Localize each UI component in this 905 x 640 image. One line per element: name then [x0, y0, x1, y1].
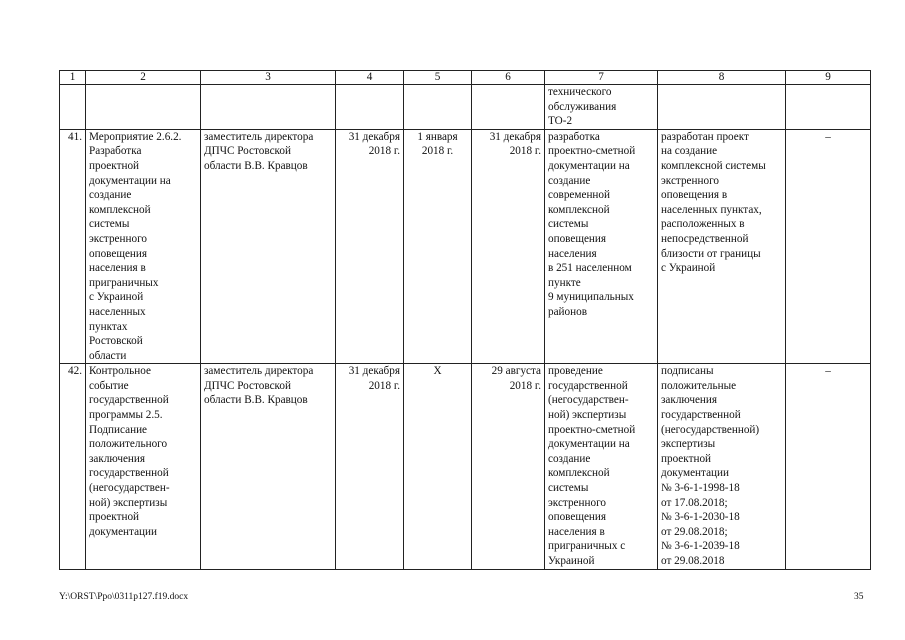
event-name: Мероприятие 2.6.2. Разработка проектной документации на создание комплексной системы экстренного оповещения населения в приграничных с Украиной населенных пунктах Ростовской области: [86, 129, 201, 364]
start-date: X: [404, 364, 472, 569]
planned-date: 31 декабря 2018 г.: [336, 364, 404, 569]
row-number: 41.: [60, 129, 86, 364]
table-row: [60, 129, 871, 364]
continuation-row: [60, 85, 871, 130]
table-cell: [201, 85, 336, 130]
table-cell: [86, 85, 201, 130]
table-cell: [404, 85, 472, 130]
table-row: [60, 364, 871, 569]
expected-result: разработка проектно-сметной документации на создание современной комплексной системы оповещения населения в 251 населенном пункте 9 муниципальных районов: [545, 129, 658, 364]
page-number: 35: [854, 592, 864, 602]
row-number: 42.: [60, 364, 86, 569]
responsible-person: заместитель директора ДПЧС Ростовской области В.В. Кравцов: [201, 129, 336, 364]
end-date: 31 декабря 2018 г.: [472, 129, 545, 364]
column-number: 2: [86, 71, 201, 85]
start-date: 1 января 2018 г.: [404, 129, 472, 364]
column-number-row: [60, 71, 871, 85]
column-number: 7: [545, 71, 658, 85]
expected-result: проведение государственной (негосударствен- ной) экспертизы проектно-сметной документации на создание комплексной системы экстренного оповещения населения в приграничных с Украиной: [545, 364, 658, 569]
event-name: Контрольное событие государственной программы 2.5. Подписание положительного заключения государственной (негосударствен- ной) экспертизы проектной документации: [86, 364, 201, 569]
table-cell: [472, 85, 545, 130]
note: –: [786, 129, 871, 364]
table-cell: [336, 85, 404, 130]
end-date: 29 августа 2018 г.: [472, 364, 545, 569]
column-number: 5: [404, 71, 472, 85]
planned-date: 31 декабря 2018 г.: [336, 129, 404, 364]
note: –: [786, 364, 871, 569]
actual-result: подписаны положительные заключения государственной (негосударственной) экспертизы проектной документации № 3-6-1-1998-18 от 17.08.2018; № 3-6-1-2030-18 от 29.08.2018; № 3-6-1-2039-18 от 29.08.2018: [658, 364, 786, 569]
column-number: 1: [60, 71, 86, 85]
column-number: 4: [336, 71, 404, 85]
column-number: 6: [472, 71, 545, 85]
column-number: 8: [658, 71, 786, 85]
column-number: 3: [201, 71, 336, 85]
responsible-person: заместитель директора ДПЧС Ростовской области В.В. Кравцов: [201, 364, 336, 569]
column-number: 9: [786, 71, 871, 85]
table-cell: [786, 85, 871, 130]
table-cell: [60, 85, 86, 130]
actual-result: разработан проект на создание комплексной системы экстренного оповещения в населенных пунктах, расположенных в непосредственной близости от границы с Украиной: [658, 129, 786, 364]
footer-file-path: Y:\ORST\Ppo\0311p127.f19.docx: [59, 592, 189, 602]
continuation-expected-result: технического обслуживания ТО-2: [545, 85, 658, 130]
report-table: [59, 70, 871, 570]
table-cell: [658, 85, 786, 130]
